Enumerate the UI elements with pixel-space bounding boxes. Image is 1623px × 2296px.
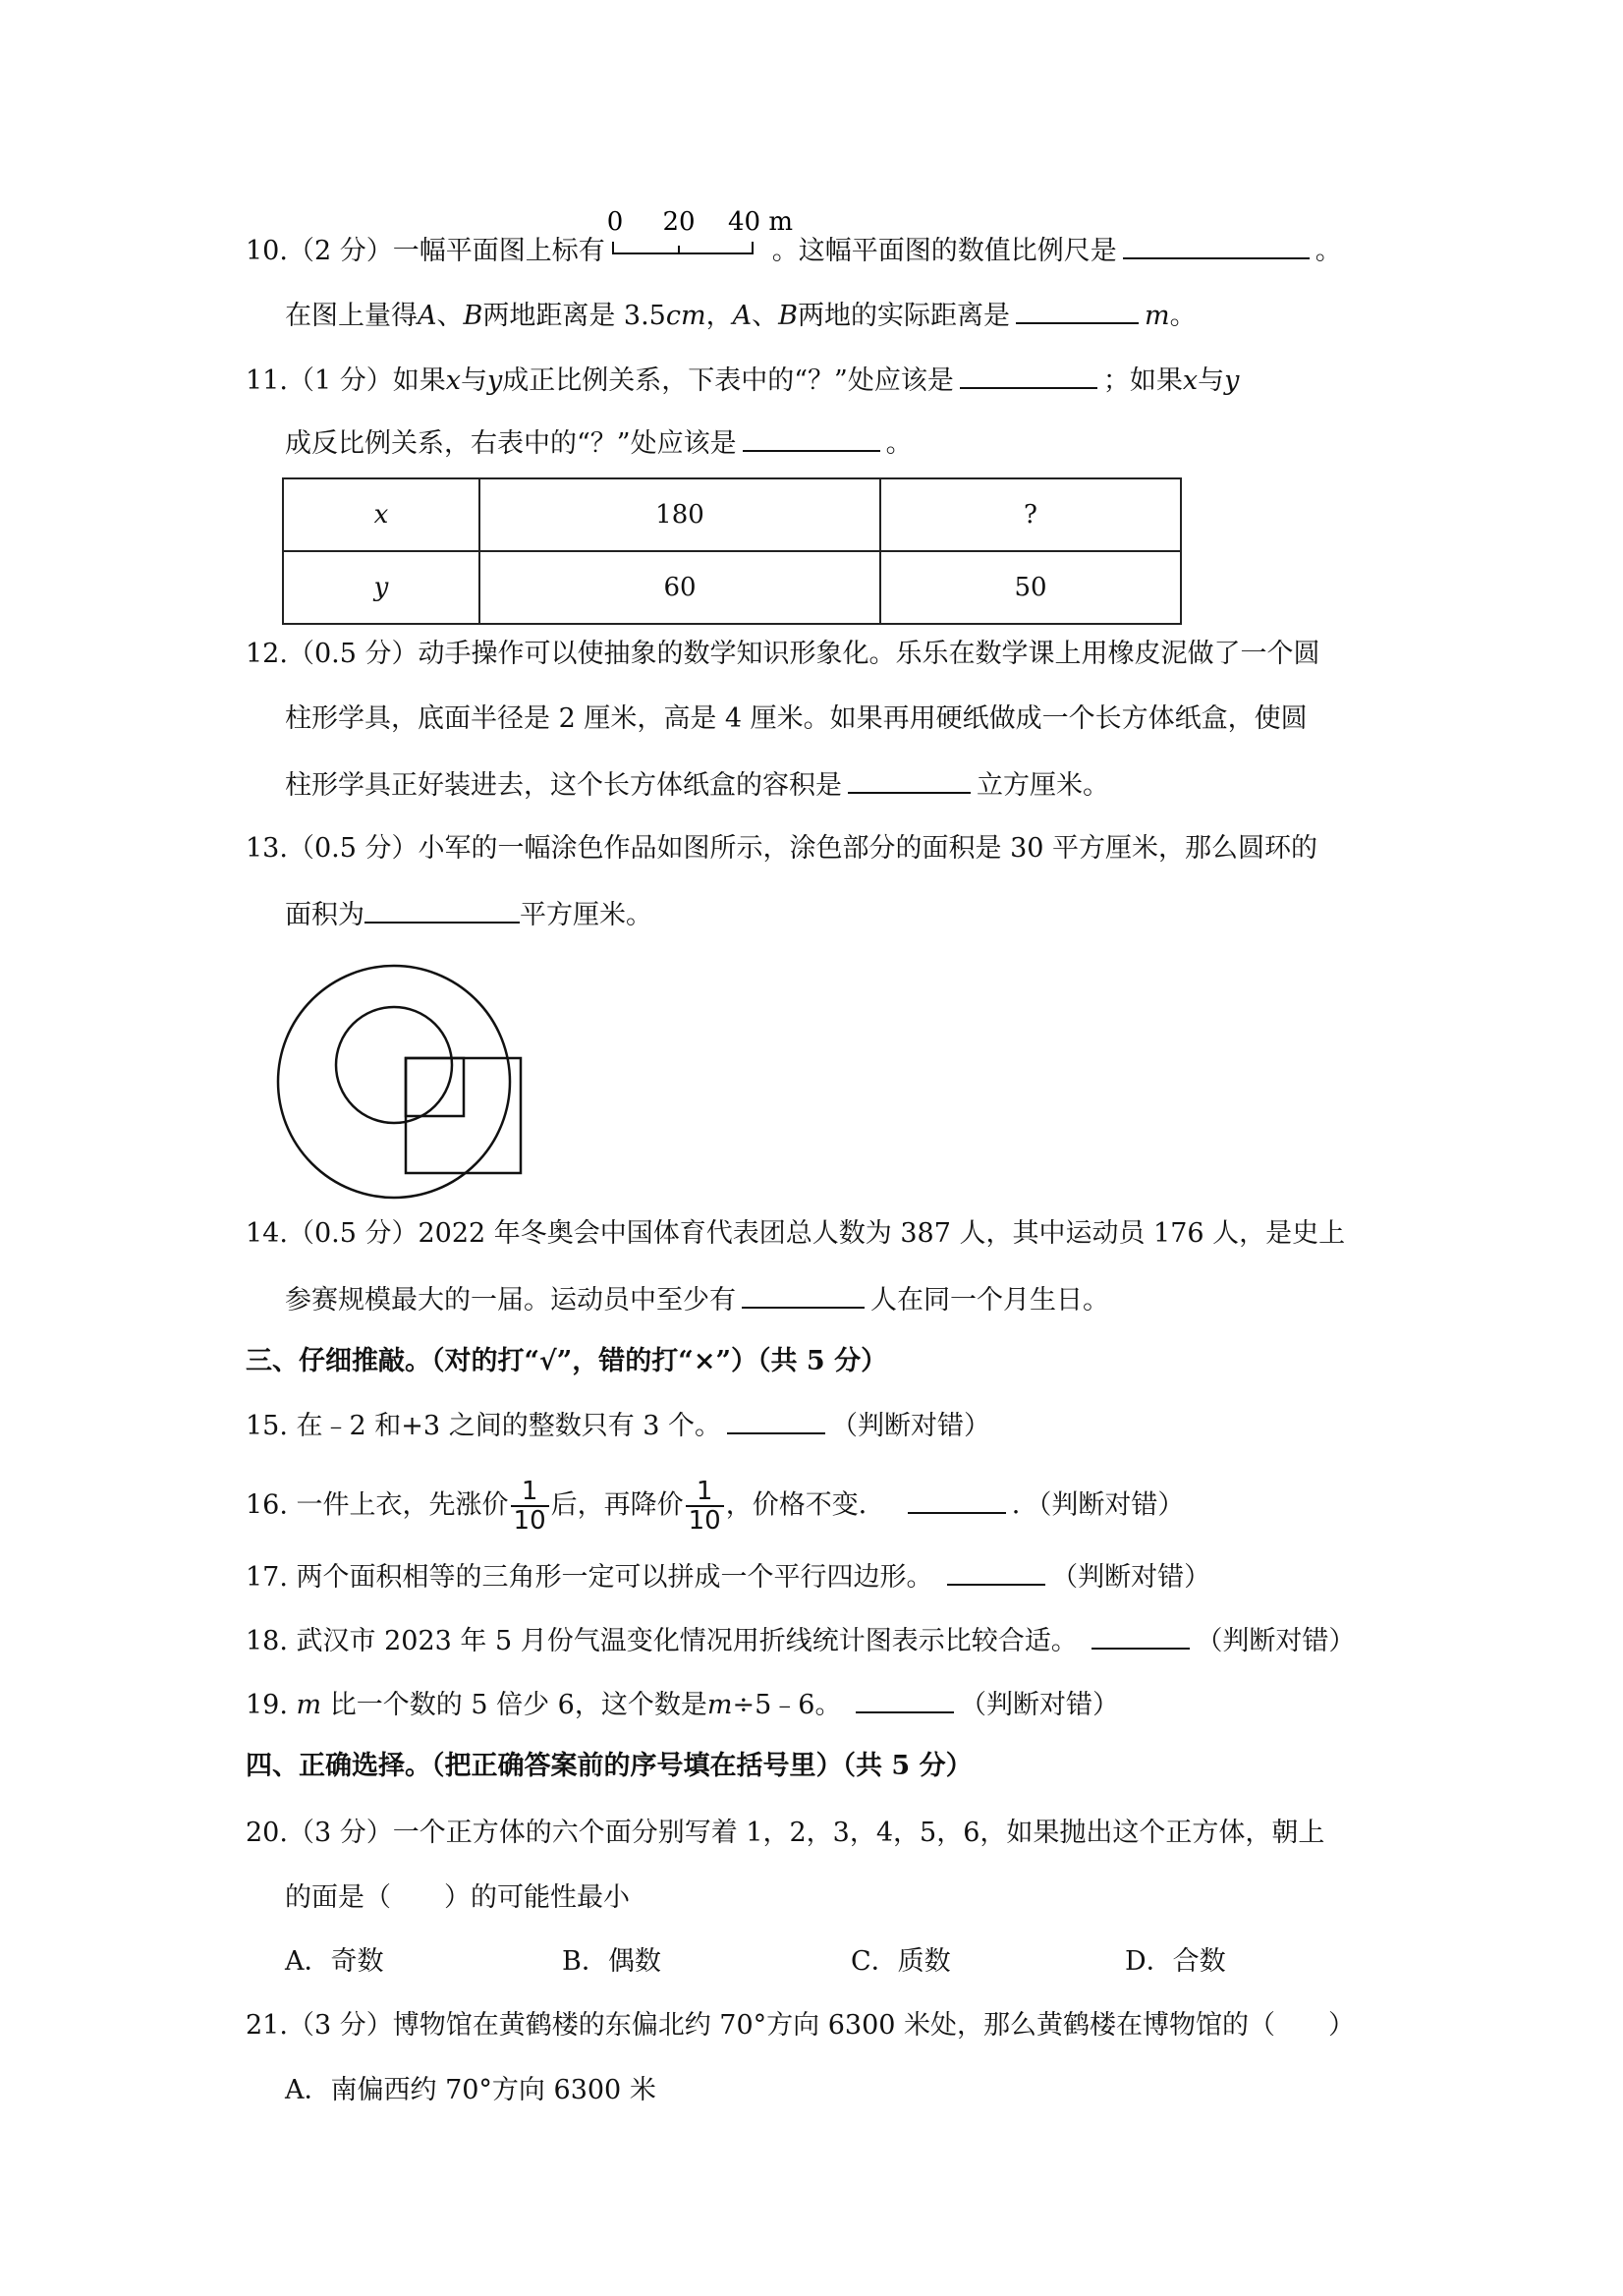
question-19: 19. m 比一个数的 5 倍少 6，这个数是m÷5﹣6。 （判断对错） — [246, 1686, 1119, 1723]
option-a[interactable]: A．奇数 — [285, 1946, 384, 1977]
scale-bar — [605, 207, 793, 269]
answer-blank-birthday[interactable] — [742, 1281, 865, 1309]
option-c[interactable]: C．质数 — [851, 1946, 951, 1977]
question-21: 21.（3 分）博物馆在黄鹤楼的东偏北约 70°方向 6300 米处，那么黄鹤楼在博物馆的（ ） — [246, 2010, 1356, 2041]
scale-label-40: 40 m — [727, 207, 793, 237]
fraction-one-tenth: $\frac{1}{10}$ — [511, 1478, 549, 1535]
answer-blank-15[interactable] — [727, 1407, 825, 1434]
question-10: 10.（2 分）一幅平面图上标有 0 20 40 m 。这幅平面图的数值比例尺是 。 — [246, 232, 1342, 269]
question-10-line2: 在图上量得A、B两地距离是 3.5cm，A、B两地的实际距离是 m。 — [285, 297, 1197, 334]
table-row: x 180 ? — [283, 478, 1181, 551]
question-12-line3: 柱形学具正好装进去，这个长方体纸盒的容积是 立方厘米。 — [285, 766, 1109, 804]
question-14: 14.（0.5 分）2022 年冬奥会中国体育代表团总人数为 387 人，其中运动员 176 人，是史上 — [246, 1218, 1346, 1249]
question-14-line2: 参赛规模最大的一届。运动员中至少有 人在同一个月生日。 — [285, 1281, 1109, 1318]
question-score: （2 分） — [287, 236, 393, 266]
option-d[interactable]: D．合数 — [1125, 1946, 1226, 1977]
option-b[interactable]: B．偶数 — [562, 1946, 661, 1977]
answer-blank-18[interactable] — [1091, 1622, 1190, 1650]
ring-figure — [275, 963, 531, 1208]
question-20-line2: 的面是（ ）的可能性最小 — [285, 1882, 630, 1913]
scale-label-0: 0 — [606, 207, 623, 237]
question-13: 13.（0.5 分）小军的一幅涂色作品如图所示，涂色部分的面积是 30 平方厘米，那么圆环的 — [246, 833, 1318, 864]
answer-blank-volume[interactable] — [848, 766, 971, 794]
section-4-heading: 四、正确选择。（把正确答案前的序号填在括号里）（共 5 分） — [246, 1751, 973, 1781]
answer-blank-ring-area[interactable] — [364, 896, 520, 924]
table-row: y 60 50 — [283, 551, 1181, 624]
option-a[interactable]: A．南偏西约 70°方向 6300 米 — [285, 2075, 656, 2105]
question-15: 15. 在﹣2 和+3 之间的整数只有 3 个。 （判断对错） — [246, 1407, 990, 1444]
question-13-line2: 面积为 平方厘米。 — [285, 896, 652, 933]
scale-label-20: 20 — [662, 207, 696, 237]
scale-bar-icon — [605, 207, 793, 269]
section-3-heading: 三、仔细推敲。（对的打“√”，错的打“×”）（共 5 分） — [246, 1346, 888, 1376]
question-16: 16. 一件上衣，先涨价 $\frac{1}{10}$ 后，再降价 $\frac{1}{10}$ ，价格不变． ．（判断对错） — [246, 1477, 1185, 1536]
answer-blank-direct[interactable] — [960, 362, 1097, 389]
fraction-one-tenth: $\frac{1}{10}$ — [686, 1478, 724, 1535]
question-18: 18. 武汉市 2023 年 5 月份气温变化情况用折线统计图表示比较合适。 （判断对错） — [246, 1622, 1355, 1659]
question-11-line2: 成反比例关系，右表中的“？”处应该是 。 — [285, 424, 913, 462]
answer-blank-scale[interactable] — [1123, 232, 1310, 259]
question-12-line2: 柱形学具，底面半径是 2 厘米，高是 4 厘米。如果再用硬纸做成一个长方体纸盒，使圆 — [285, 703, 1308, 734]
answer-blank-17[interactable] — [947, 1558, 1045, 1586]
question-20: 20.（3 分）一个正方体的六个面分别写着 1，2，3，4，5，6，如果抛出这个正方体，朝上 — [246, 1818, 1325, 1848]
question-12: 12.（0.5 分）动手操作可以使抽象的数学知识形象化。乐乐在数学课上用橡皮泥做了一个圆 — [246, 639, 1320, 669]
question-17: 17. 两个面积相等的三角形一定可以拼成一个平行四边形。 （判断对错） — [246, 1558, 1210, 1596]
xy-table — [282, 477, 1182, 625]
answer-blank-19[interactable] — [856, 1686, 954, 1713]
question-11: 11.（1 分）如果x与y成正比例关系，下表中的“？”处应该是 ；如果x与y — [246, 362, 1239, 399]
answer-blank-inverse[interactable] — [743, 424, 880, 452]
question-number: 10. — [246, 236, 288, 266]
answer-blank-distance[interactable] — [1016, 297, 1139, 324]
answer-blank-16[interactable] — [908, 1486, 1006, 1514]
